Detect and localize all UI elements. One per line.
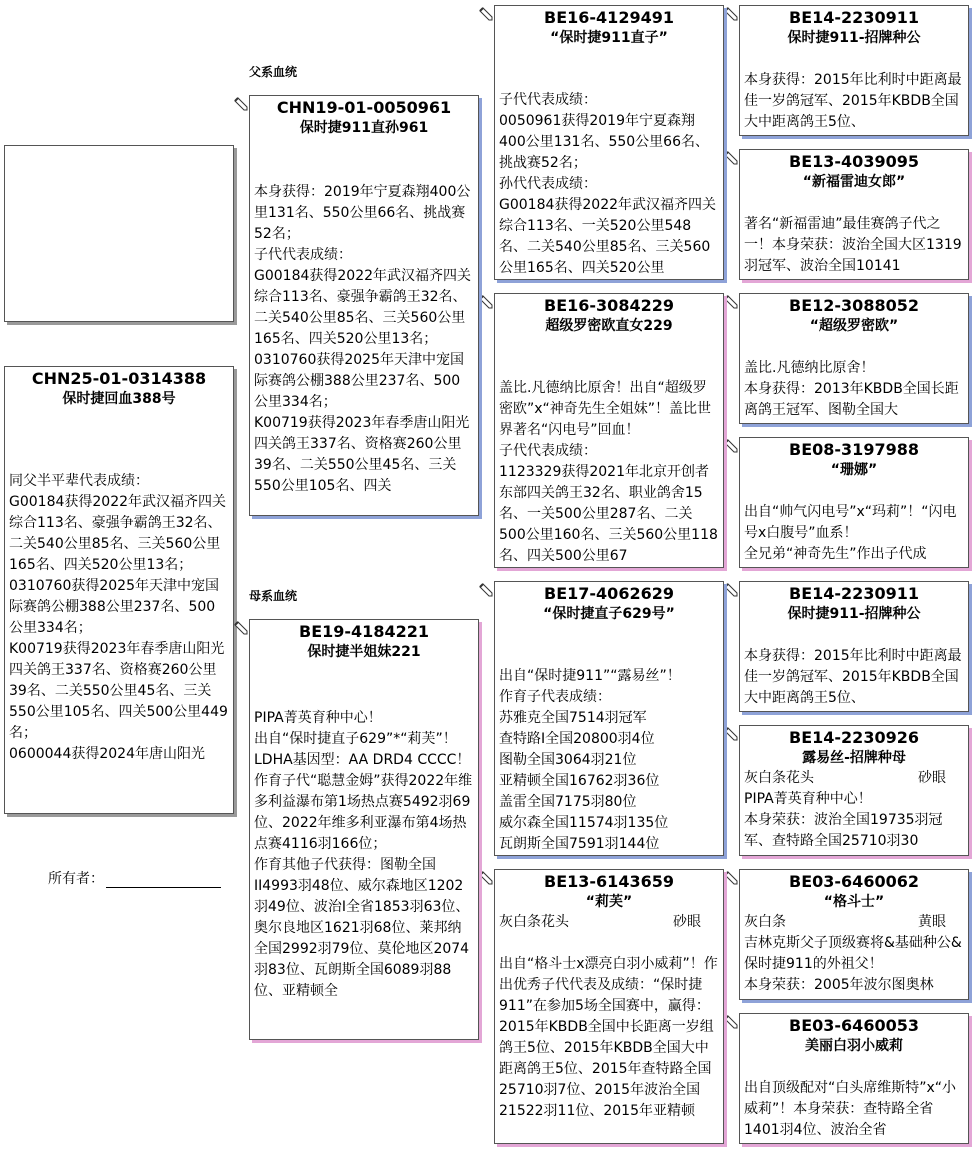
- edit-pencil-icon[interactable]: [724, 727, 738, 741]
- sire-line: K00719获得2023年春季唐山阳光四关鸽王337名、资格赛260公里39名、二关550公里45名、三关550公里105名、四关: [254, 415, 470, 494]
- sds-name: “超级罗密欧”: [809, 318, 899, 334]
- ds-line: 瓦朗斯全国7591羽144位: [499, 836, 660, 852]
- dd-eye: 砂眼: [673, 914, 701, 930]
- ss-ring-number: BE16-4129491: [544, 8, 674, 27]
- dds-name: “格斗士”: [823, 894, 885, 910]
- ssd-card: [739, 149, 969, 280]
- edit-pencil-icon[interactable]: [479, 871, 493, 885]
- main-line: K00719获得2023年春季唐山阳光四关鸽王337名、资格赛260公里39名、二关550公里45名、三关550公里105名、四关500公里449名；: [9, 641, 228, 741]
- sds-line: 本身获得：2013年KBDB全国长距离鸽王冠军、图勒全国大: [744, 381, 959, 418]
- edit-pencil-icon[interactable]: [479, 7, 493, 21]
- sire-line: 0310760获得2025年天津中宠国际赛鸽公棚388公里237名、500公里334名；: [254, 352, 464, 410]
- dds-color: 灰白条: [744, 914, 786, 930]
- sss-line: 本身获得：2015年比利时中距离最佳一岁鸽冠军、2015年KBDB全国大中距离鸽王5位、: [744, 72, 962, 130]
- ssd-name: “新福雷迪女郎”: [802, 174, 906, 190]
- dsd-line: 本身荣获：波治全国19735羽冠军、查特路全国25710羽30: [744, 812, 943, 849]
- dam-ring-number: BE19-4184221: [299, 622, 429, 641]
- sire-name: 保时捷911直孙961: [299, 120, 429, 136]
- sdd-name: “珊娜”: [830, 462, 878, 478]
- edit-pencil-icon[interactable]: [479, 295, 493, 309]
- edit-pencil-icon[interactable]: [479, 583, 493, 597]
- sire-dam-card: [494, 293, 724, 568]
- dam-line: 作育子代“聪慧金姆”获得2022年维多利益瀑布第1场热点赛5492羽69位、2022年维多利亚瀑布第4场热点赛4116羽166位；: [254, 773, 473, 852]
- dds-eye: 黄眼: [918, 914, 946, 930]
- edit-pencil-icon[interactable]: [724, 439, 738, 453]
- ddd-name: 美丽白羽小威莉: [805, 1038, 903, 1054]
- photo-frame: [4, 145, 234, 322]
- dam-sire-card: [494, 581, 724, 856]
- dss-line: 本身获得：2015年比利时中距离最佳一岁鸽冠军、2015年KBDB全国大中距离鸽王5位、: [744, 648, 962, 706]
- sire-line: 本身获得：2019年宁夏森翔400公里131名、550公里66名、挑战赛52名；: [254, 184, 471, 242]
- dsd-eye: 砂眼: [918, 770, 946, 786]
- dss-name: 保时捷911-招牌种公: [787, 606, 921, 622]
- dd-traits: [499, 912, 719, 933]
- ddd-card: [739, 1013, 969, 1144]
- dsd-name: 露易丝-招牌种母: [802, 750, 906, 766]
- main-pigeon-card: [4, 366, 234, 814]
- sdd-line: 出自“帅气闪电号”x“玛莉”！“闪电号x白腹号”血系！: [744, 504, 957, 541]
- ddd-line: 出自顶级配对“白头席维斯特”x“小威莉”！本身荣获：查特路全省1401羽4位、波治全省: [744, 1080, 957, 1138]
- edit-pencil-icon[interactable]: [724, 7, 738, 21]
- main-line: 0310760获得2025年天津中宠国际赛鸽公棚388公里237名、500公里334名；: [9, 578, 219, 636]
- sd-line: 1123329获得2021年北京开创者东部四关鸽王32名、职业鸽舍15名、一关500公里287名、二关500公里160名、三关560公里118名、四关500公里67: [499, 464, 718, 564]
- dsd-color: 灰白条花头: [744, 770, 814, 786]
- sire-line: G00184获得2022年武汉福齐四关综合113名、豪强争霸鸽王32名、二关540公里85名、三关560公里165名、四关520公里13名；: [254, 268, 472, 347]
- ds-name: “保时捷直子629号”: [543, 606, 675, 622]
- main-ring-number: CHN25-01-0314388: [31, 369, 207, 388]
- dds-line: 吉林克斯父子顶级赛将&基础种公&保时捷911的外祖父！: [744, 935, 962, 972]
- dam-line: LDHA基因型：AA DRD4 CCCC！: [254, 752, 471, 768]
- dsd-line: PIPA菁英育种中心！: [744, 791, 872, 807]
- sd-ring-number: BE16-3084229: [544, 296, 674, 315]
- sss-card: [739, 5, 969, 136]
- sss-ring-number: BE14-2230911: [789, 8, 919, 27]
- dam-name: 保时捷半姐妹221: [307, 644, 421, 660]
- dd-name: “莉芙”: [585, 894, 633, 910]
- owner-line: [106, 873, 221, 888]
- sire-line-label: 父系血统: [249, 65, 298, 79]
- ss-line: 子代代表成绩：: [499, 92, 597, 108]
- sd-line: 盖比.凡德纳比原舍！出自“超级罗密欧”x“神奇先生全姐妹”！盖比世界著名“闪电号”回血！: [499, 380, 712, 438]
- main-line: 0600044获得2024年唐山阳光: [9, 746, 205, 762]
- ds-line: 图勒全国3064羽21位: [499, 752, 637, 768]
- ddd-ring-number: BE03-6460053: [789, 1016, 919, 1035]
- edit-pencil-icon[interactable]: [724, 871, 738, 885]
- owner-field: [48, 868, 221, 888]
- ss-name: “保时捷911直子”: [550, 30, 668, 46]
- edit-pencil-icon[interactable]: [724, 295, 738, 309]
- main-line: G00184获得2022年武汉福齐四关综合113名、豪强争霸鸽王32名、二关540公里85名、三关560公里165名、四关520公里13名；: [9, 494, 227, 573]
- ds-line: 出自“保时捷911”“露易丝”！: [499, 668, 681, 684]
- dss-ring-number: BE14-2230911: [789, 584, 919, 603]
- sire-ring-number: CHN19-01-0050961: [276, 98, 452, 117]
- sds-line: 盖比.凡德纳比原舍！: [744, 360, 875, 376]
- dsd-ring-number: BE14-2230926: [789, 728, 919, 747]
- ds-line: 盖雷全国7175羽80位: [499, 794, 637, 810]
- dam-card: [249, 619, 479, 1040]
- sdd-line: 全兄弟“神奇先生”作出子代成: [744, 546, 927, 562]
- ds-line: 苏雅克全国7514羽冠军: [499, 710, 647, 726]
- edit-pencil-icon[interactable]: [234, 97, 248, 111]
- dam-line: 出自“保时捷直子629”*“莉芙”！: [254, 731, 457, 747]
- ss-line: G00184获得2022年武汉福齐四关综合113名、一关520公里548名、二关540公里85名、三关560公里165名、四关520公里: [499, 197, 717, 276]
- dds-ring-number: BE03-6460062: [789, 872, 919, 891]
- dam-line-label: 母系血统: [249, 589, 298, 603]
- main-line: 同父半平辈代表成绩：: [9, 473, 149, 489]
- edit-pencil-icon[interactable]: [724, 583, 738, 597]
- ds-line: 作育子代表成绩：: [499, 689, 611, 705]
- dam-line: PIPA菁英育种中心！: [254, 710, 382, 726]
- ds-ring-number: BE17-4062629: [544, 584, 674, 603]
- sire-sire-card: [494, 5, 724, 280]
- dam-dam-card: [494, 869, 724, 1144]
- dds-line: 本身荣获：2005年波尔图奥林: [744, 977, 934, 993]
- dsd-traits: [744, 768, 964, 789]
- edit-pencil-icon[interactable]: [724, 1015, 738, 1029]
- main-pigeon-name: 保时捷回血388号: [62, 391, 176, 407]
- sss-name: 保时捷911-招牌种公: [787, 30, 921, 46]
- ss-line: 孙代代表成绩：: [499, 176, 597, 192]
- owner-label: 所有者：: [48, 871, 104, 887]
- sds-ring-number: BE12-3088052: [789, 296, 919, 315]
- ssd-line: 著名“新福雷迪”最佳赛鸽子代之一！本身荣获：波治全国大区1319羽冠军、波治全国10141: [744, 216, 962, 274]
- edit-pencil-icon[interactable]: [234, 621, 248, 635]
- ssd-ring-number: BE13-4039095: [789, 152, 919, 171]
- sd-line: 子代代表成绩：: [499, 443, 597, 459]
- edit-pencil-icon[interactable]: [724, 151, 738, 165]
- dd-ring-number: BE13-6143659: [544, 872, 674, 891]
- sire-card: [249, 95, 479, 516]
- dsd-card: [739, 725, 969, 856]
- ds-line: 威尔森全国11574羽135位: [499, 815, 669, 831]
- dd-color: 灰白条花头: [499, 914, 569, 930]
- ds-line: 查特路I全国20800羽4位: [499, 731, 655, 747]
- ds-line: 亚精顿全国16762羽36位: [499, 773, 660, 789]
- dds-traits: [744, 912, 964, 933]
- dd-line: 出自“格斗士x漂亮白羽小威莉”！作出优秀子代代表及成绩：“保时捷911”在参加5场全国赛中，赢得：2015年KBDB全国中长距离一岁组鸽王5位、2015年KBDB全国大中距离鸽王5位、2015年查特路全国25710羽7位、2015年波治全国21522羽11位、2015年亚精顿: [499, 956, 718, 1119]
- dss-card: [739, 581, 969, 712]
- sdd-card: [739, 437, 969, 568]
- sdd-ring-number: BE08-3197988: [789, 440, 919, 459]
- dds-card: [739, 869, 969, 1000]
- ss-line: 0050961获得2019年宁夏森翔400公里131名、550公里66名、挑战赛52名；: [499, 113, 709, 171]
- sds-card: [739, 293, 969, 424]
- dam-line: 作育其他子代获得：图勒全国II4993羽48位、威尔森地区1202羽49位、波治I全省1853羽63位、奥尔良地区1621羽68位、莱邦纳全国2992羽79位、莫伦地区2074羽83位、瓦朗斯全国6089羽88位、亚精顿全: [254, 857, 470, 999]
- sd-name: 超级罗密欧直女229: [545, 318, 673, 334]
- sire-line: 子代代表成绩：: [254, 247, 352, 263]
